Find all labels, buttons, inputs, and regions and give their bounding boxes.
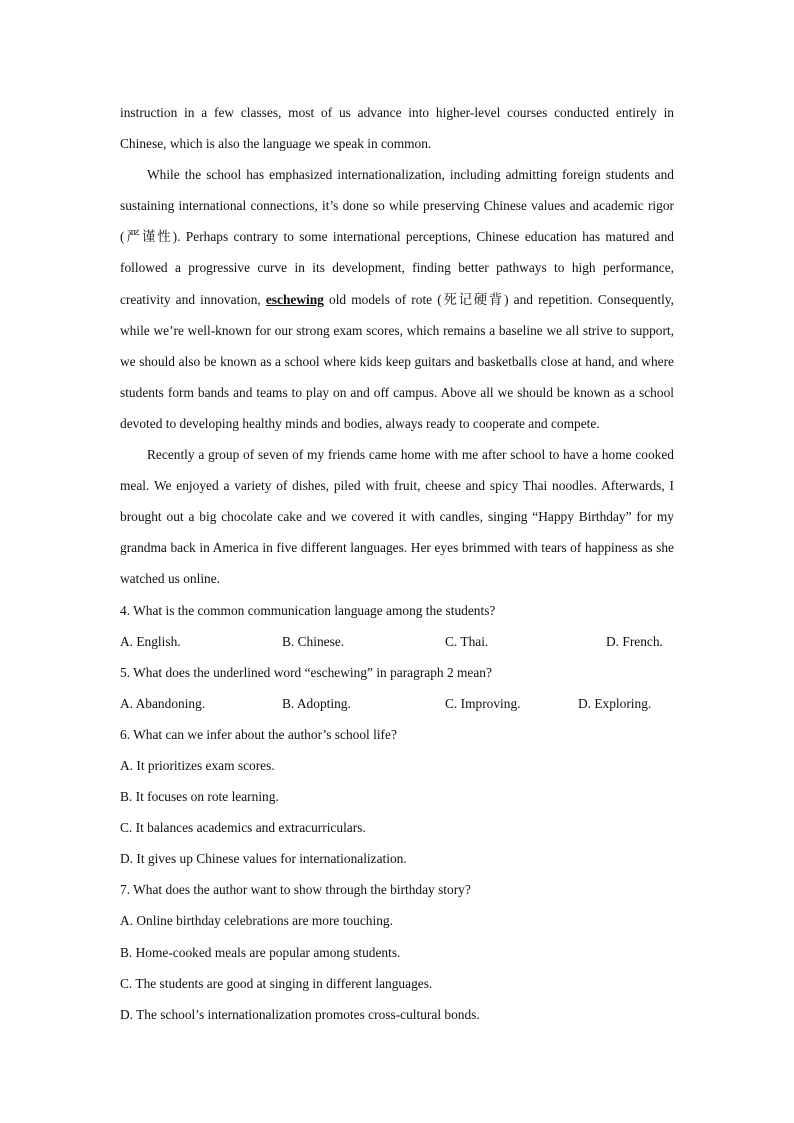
document-page <box>120 97 674 1030</box>
question-4-option-d: D. French. <box>606 633 663 649</box>
question-5-option-b: B. Adopting. <box>282 695 351 711</box>
question-6-option-d: D. It gives up Chinese values for internationalization. <box>120 851 407 867</box>
question-5-option-c: C. Improving. <box>445 695 521 711</box>
question-4-option-a: A. English. <box>120 633 181 649</box>
paragraph-2-text-after: old models of rote (死记硬背) and repetition. Consequently, while we’re well-known for our strong exam scores, which remains a baseline we all strive to support, we should also be known as a school where kids keep guitars and basketballs close at hand, and where students form bands and teams to play on and off campus. Above all we should be known as a school devoted to developing healthy minds and bodies, always ready to cooperate and compete. <box>120 291 674 431</box>
question-5-options <box>120 688 674 719</box>
question-4-stem: 4. What is the common communication language among the students? <box>120 602 496 618</box>
question-7-option-c: C. The students are good at singing in different languages. <box>120 975 433 991</box>
question-4-option-c: C. Thai. <box>445 633 489 649</box>
paragraph-2-text-before: While the school has emphasized internationalization, including admitting foreign students and sustaining international connections, it’s done so while preserving Chinese values and academic rigor (严谨性). Perhaps contrary to some international perceptions, Chinese education has matured and followed a progressive curve in its development, finding better pathways to high performance, creativity and innovation, <box>120 167 674 307</box>
question-5-stem: 5. What does the underlined word “eschewing” in paragraph 2 mean? <box>120 664 492 680</box>
question-5-option-d: D. Exploring. <box>578 695 652 711</box>
question-4-options <box>120 626 674 657</box>
question-7-stem: 7. What does the author want to show through the birthday story? <box>120 882 471 898</box>
question-6-option-b: B. It focuses on rote learning. <box>120 789 279 805</box>
question-6-option-c: C. It balances academics and extracurriculars. <box>120 820 366 836</box>
question-5-option-a: A. Abandoning. <box>120 695 206 711</box>
question-7-option-a: A. Online birthday celebrations are more touching. <box>120 913 393 929</box>
question-6-stem: 6. What can we infer about the author’s school life? <box>120 726 397 742</box>
passage-paragraph-3: Recently a group of seven of my friends came home with me after school to have a home cooked meal. We enjoyed a variety of dishes, piled with fruit, cheese and spicy Thai noodles. Afterwards, I brought out a big chocolate cake and we covered it with candles, singing “Happy Birthday” for my grandma back in America in five different languages. Her eyes brimmed with tears of happiness as she watched us online. <box>120 447 674 587</box>
question-7-option-b: B. Home-cooked meals are popular among students. <box>120 944 401 960</box>
question-6-option-a: A. It prioritizes exam scores. <box>120 757 275 773</box>
question-7-option-d: D. The school’s internationalization promotes cross-cultural bonds. <box>120 1006 480 1022</box>
underlined-word-eschewing: eschewing <box>265 291 324 307</box>
passage-paragraph-2 <box>120 159 674 439</box>
passage-paragraph-1: instruction in a few classes, most of us advance into higher-level courses conducted entirely in Chinese, which is also the language we speak in common. <box>120 105 674 152</box>
question-4-option-b: B. Chinese. <box>282 633 345 649</box>
